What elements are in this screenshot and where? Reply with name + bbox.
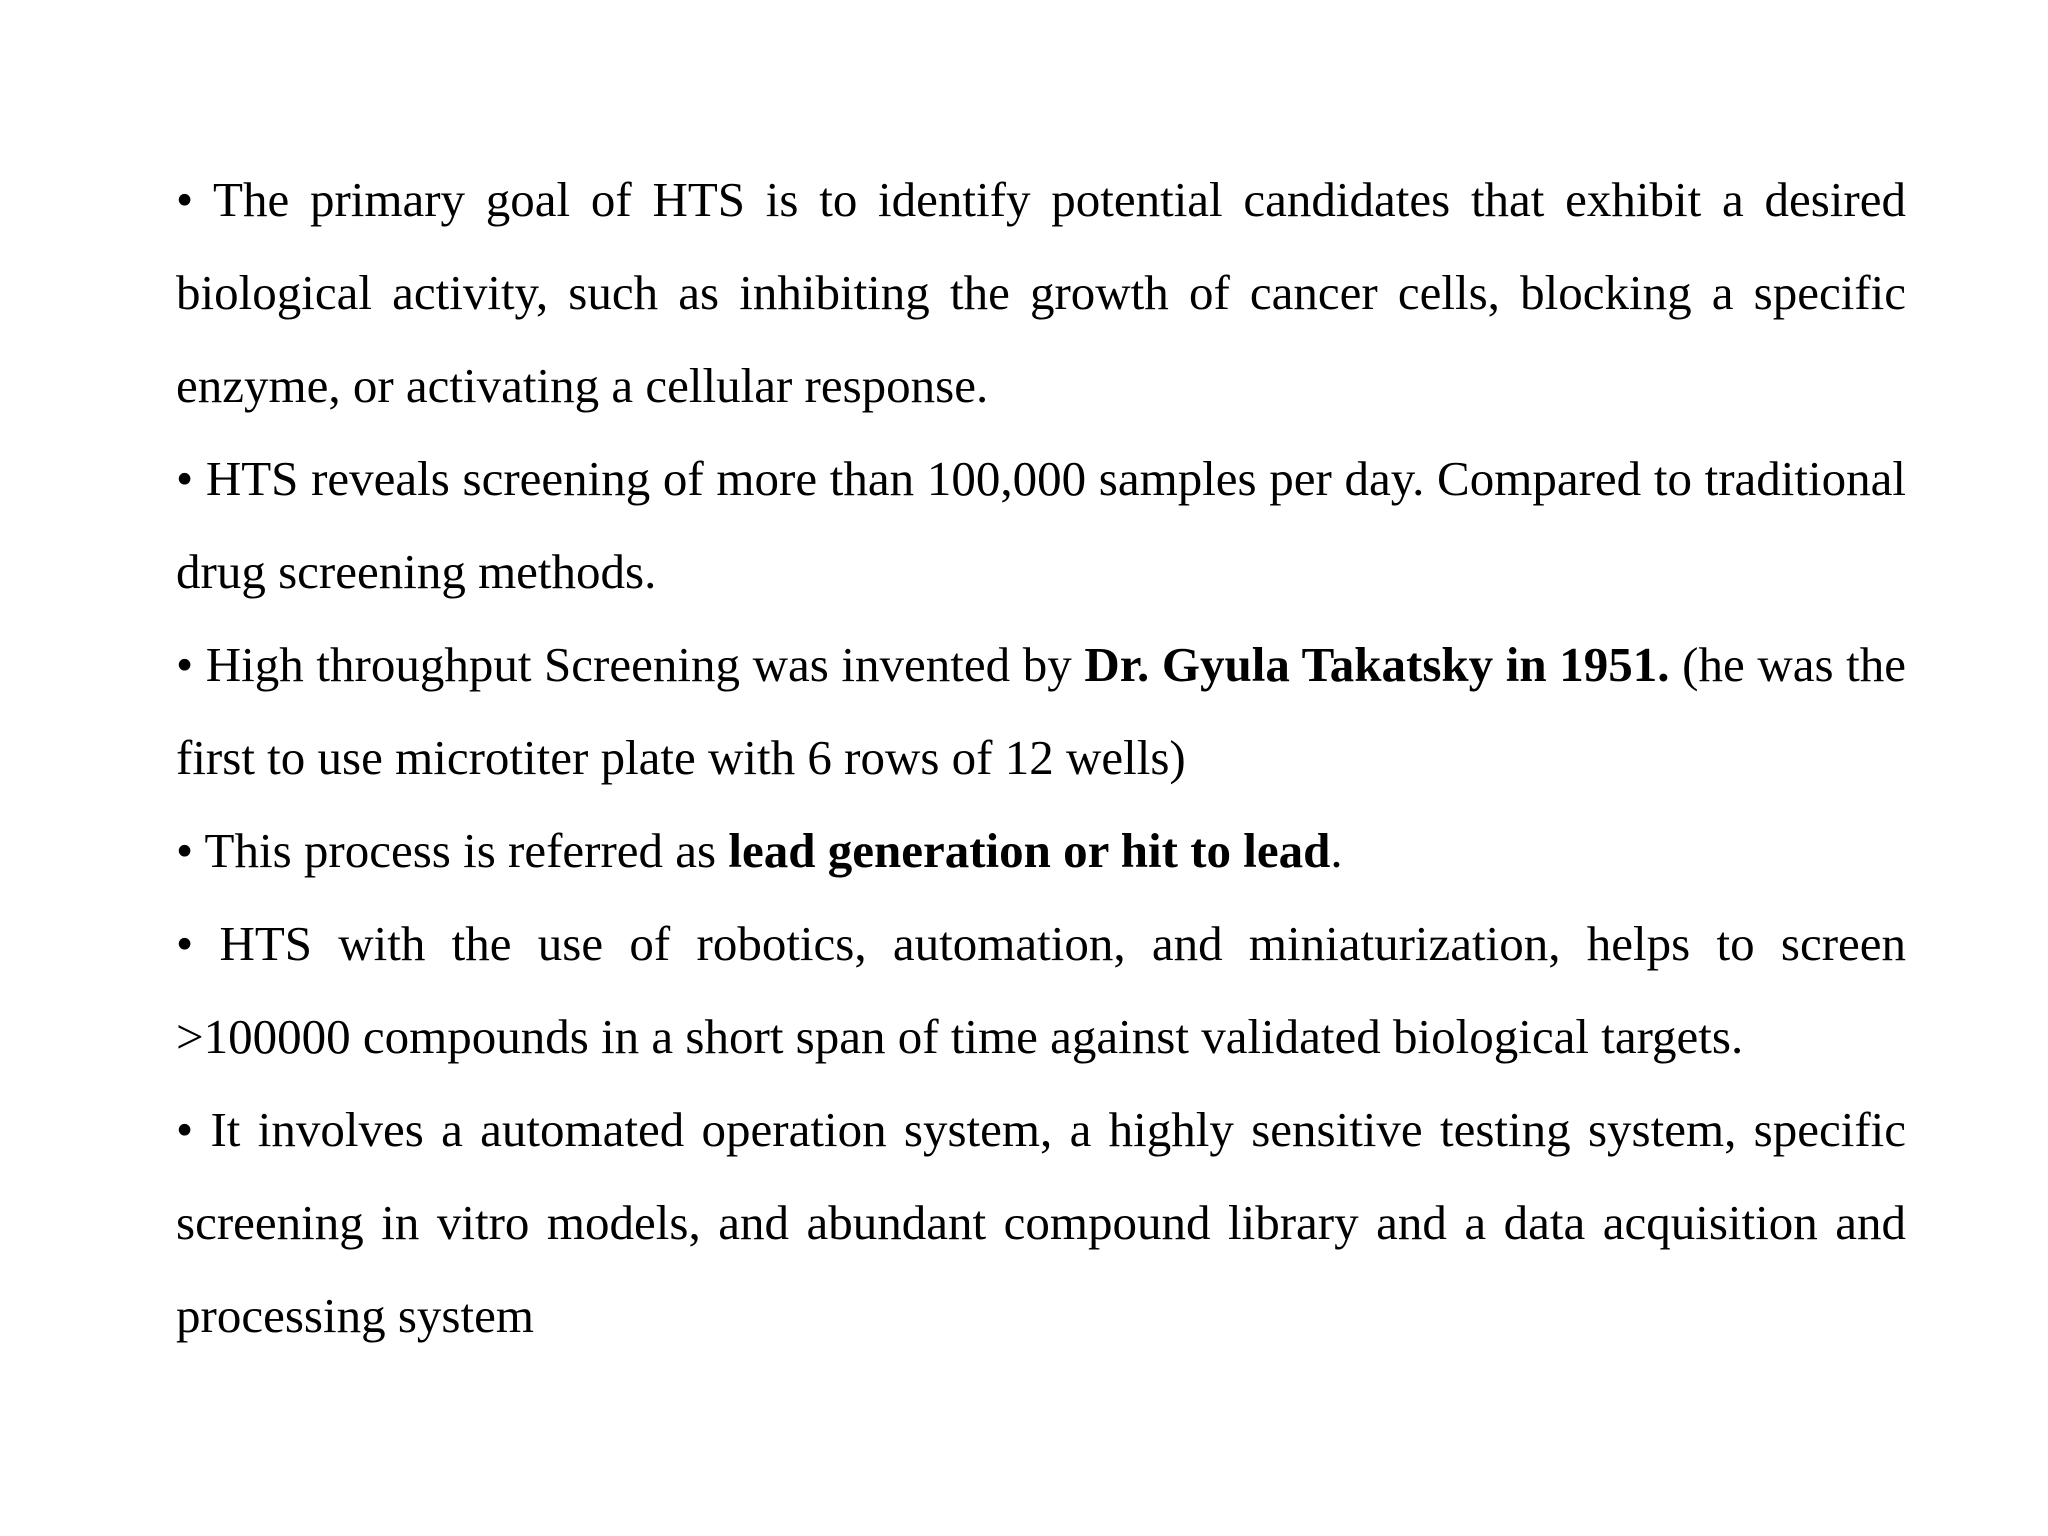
bullet-icon: • [176,823,194,878]
bullet-item-hts-goal [176,153,1906,432]
bullet-item-robotics [176,897,1906,1083]
bullet-text-start: High throughput Screening was invented by [205,637,1085,692]
bullet-text: The primary goal of HTS is to identify potential candidates that exhibit a desired biological activity, such as inhibiting the growth of cancer cells, blocking a specific enzyme, or activating a cellular response. [176,172,1906,413]
bullet-text-start: This process is referred as [204,823,729,878]
bullet-text-bold: lead generation or hit to lead [728,823,1331,878]
bullet-icon: • [176,1102,194,1157]
bullet-text-end: (he was the first to use microtiter plate with 6 rows of 12 wells) [176,637,1907,785]
bullet-item-lead-generation [176,804,1906,897]
bullet-text: HTS with the use of robotics, automation, and miniaturization, helps to screen >100000 compounds in a short span of time against validated biological targets. [176,916,1907,1064]
bullet-item-systems [176,1083,1906,1362]
bullet-icon: • [176,916,194,971]
bullet-list [176,153,1906,1362]
bullet-text: It involves a automated operation system, a highly sensitive testing system, specific screening in vitro models, and abundant compound library and a data acquisition and processing system [176,1102,1907,1343]
bullet-text-end: . [1330,823,1343,878]
bullet-text: HTS reveals screening of more than 100,000 samples per day. Compared to traditional drug screening methods. [176,451,1907,599]
bullet-icon: • [176,172,194,227]
bullet-icon: • [176,451,194,506]
bullet-text-bold: Dr. Gyula Takatsky in 1951. [1084,637,1670,692]
bullet-item-samples-per-day [176,432,1906,618]
bullet-icon: • [176,637,194,692]
bullet-item-inventor [176,618,1906,804]
